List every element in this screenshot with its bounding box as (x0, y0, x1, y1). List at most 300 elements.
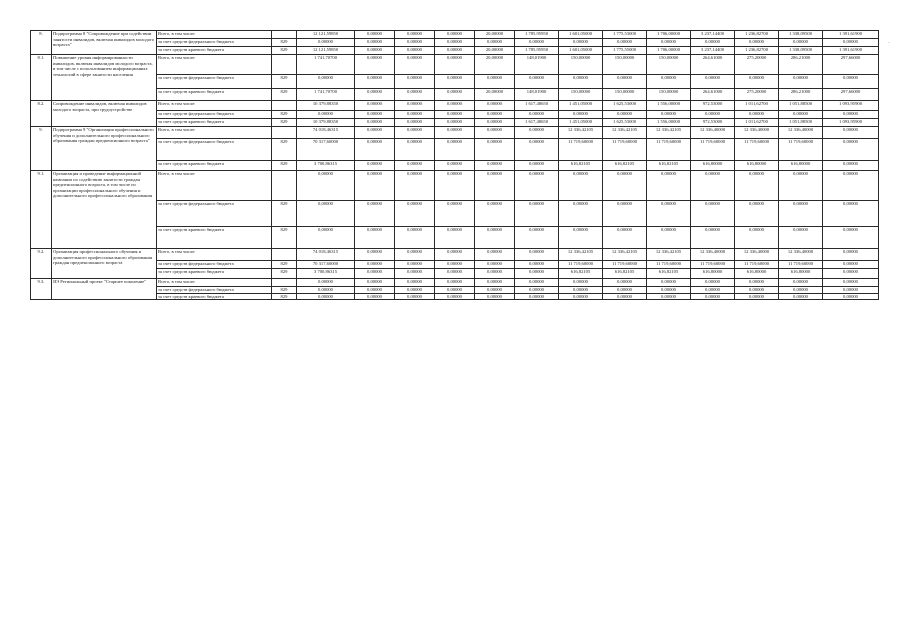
amount-cell: 11 719,60000 (779, 139, 823, 161)
amount-cell: 0,00000 (515, 161, 559, 171)
amount-cell: 1 625,53000 (603, 101, 647, 111)
program-name: Организация и проведение информационной кампании по содействию занятости граждан предпенсионного возраста, в том числе по организации профессионального обучения и дополнительного профессионального образования (52, 171, 157, 249)
funding-source: Всего, в том числе: (157, 171, 272, 201)
amount-cell: 0,00000 (779, 39, 823, 47)
amount-cell: 286,21000 (779, 89, 823, 101)
amount-cell: 0,00000 (691, 279, 735, 287)
amount-cell: 0,00000 (435, 227, 475, 249)
amount-cell: 0,00000 (475, 279, 515, 287)
amount-cell: 0,00000 (435, 89, 475, 101)
amount-cell: 0,00000 (559, 201, 603, 227)
amount-cell: 12 336,40000 (779, 249, 823, 261)
funding-source: за счет средств федерального бюджета (157, 75, 272, 89)
amount-cell: 1 556,00000 (647, 119, 691, 127)
amount-cell: 0,00000 (435, 139, 475, 161)
amount-cell: 616,82105 (559, 269, 603, 279)
table-row (31, 47, 879, 55)
amount-cell: 3 237,14400 (691, 47, 735, 55)
amount-cell: 0,00000 (395, 293, 435, 300)
amount-cell: 0,00000 (823, 287, 879, 294)
amount-cell: 0,00000 (355, 47, 395, 55)
amount-cell: 0,00000 (435, 75, 475, 89)
amount-cell: 0,00000 (475, 293, 515, 300)
budget-code: 829 (272, 139, 297, 161)
amount-cell: 12 121,59850 (297, 31, 355, 39)
amount-cell: 1 338,09500 (779, 47, 823, 55)
amount-cell: 20,00000 (475, 47, 515, 55)
amount-cell: 12 336,42105 (647, 249, 691, 261)
amount-cell: 1 706,00000 (647, 47, 691, 55)
budget-code (272, 171, 297, 201)
amount-cell: 0,00000 (355, 261, 395, 269)
budget-code: 829 (272, 227, 297, 249)
amount-cell: 0,00000 (355, 171, 395, 201)
amount-cell: 0,00000 (647, 287, 691, 294)
amount-cell: 0,00000 (779, 287, 823, 294)
amount-cell: 0,00000 (823, 201, 879, 227)
amount-cell: 0,00000 (355, 201, 395, 227)
amount-cell: 0,00000 (475, 101, 515, 111)
amount-cell: 0,00000 (395, 171, 435, 201)
amount-cell: 150,00000 (559, 89, 603, 101)
funding-source: за счет средств краевого бюджета (157, 161, 272, 171)
amount-cell: 0,00000 (297, 293, 355, 300)
amount-cell: 1 093,95900 (823, 101, 879, 111)
amount-cell: 0,00000 (735, 293, 779, 300)
amount-cell: 0,00000 (435, 127, 475, 139)
amount-cell: 74 018,46315 (297, 127, 355, 139)
row-number: 9.3. (31, 279, 52, 300)
amount-cell: 1 451,05000 (559, 101, 603, 111)
amount-cell: 148,01900 (515, 89, 559, 101)
amount-cell: 0,00000 (515, 171, 559, 201)
budget-code: 829 (272, 269, 297, 279)
budget-code (272, 101, 297, 111)
amount-cell: 1 556,00000 (647, 101, 691, 111)
amount-cell: 0,00000 (435, 47, 475, 55)
amount-cell: 616,82105 (647, 269, 691, 279)
amount-cell: 20,00000 (475, 55, 515, 75)
amount-cell: 70 317,60000 (297, 139, 355, 161)
amount-cell: 11 719,60000 (603, 261, 647, 269)
amount-cell: 0,00000 (515, 279, 559, 287)
amount-cell: 0,00000 (435, 101, 475, 111)
amount-cell: 0,00000 (691, 201, 735, 227)
amount-cell: 11 719,60000 (559, 261, 603, 269)
amount-cell: 0,00000 (647, 279, 691, 287)
amount-cell: 0,00000 (691, 171, 735, 201)
amount-cell: 0,00000 (603, 39, 647, 47)
amount-cell: 0,00000 (603, 111, 647, 119)
amount-cell: 0,00000 (559, 227, 603, 249)
amount-cell: 12 336,40000 (691, 127, 735, 139)
amount-cell: 0,00000 (515, 127, 559, 139)
amount-cell: 0,00000 (297, 201, 355, 227)
amount-cell: 0,00000 (475, 287, 515, 294)
amount-cell: 0,00000 (297, 39, 355, 47)
amount-cell: 11 719,60000 (647, 261, 691, 269)
amount-cell: 1 011,62700 (735, 119, 779, 127)
budget-code: 829 (272, 111, 297, 119)
budget-code (272, 55, 297, 75)
amount-cell: 0,00000 (395, 261, 435, 269)
amount-cell: 0,00000 (355, 269, 395, 279)
budget-code: 829 (272, 161, 297, 171)
amount-cell: 0,00000 (515, 293, 559, 300)
amount-cell: 616,80000 (691, 161, 735, 171)
amount-cell: 297,66000 (823, 89, 879, 101)
amount-cell: 264,61000 (691, 89, 735, 101)
amount-cell: 0,00000 (647, 171, 691, 201)
amount-cell: 3 700,86315 (297, 161, 355, 171)
table-row (31, 119, 879, 127)
amount-cell: 0,00000 (823, 171, 879, 201)
amount-cell: 0,00000 (823, 227, 879, 249)
amount-cell: 11 719,60000 (735, 261, 779, 269)
amount-cell: 0,00000 (355, 279, 395, 287)
amount-cell: 0,00000 (395, 127, 435, 139)
amount-cell: 1 741,70700 (297, 55, 355, 75)
amount-cell: 0,00000 (297, 171, 355, 201)
amount-cell: 972,53000 (691, 101, 735, 111)
amount-cell: 0,00000 (475, 139, 515, 161)
amount-cell: 1 625,53000 (603, 119, 647, 127)
amount-cell: 0,00000 (297, 227, 355, 249)
amount-cell: 0,00000 (823, 269, 879, 279)
amount-cell: 0,00000 (691, 111, 735, 119)
funding-source: Всего, в том числе: (157, 249, 272, 261)
amount-cell: 0,00000 (435, 201, 475, 227)
row-number: 9. (31, 127, 52, 171)
amount-cell: 0,00000 (515, 249, 559, 261)
amount-cell: 0,00000 (435, 55, 475, 75)
amount-cell: 12 336,40000 (735, 249, 779, 261)
amount-cell: 0,00000 (559, 279, 603, 287)
amount-cell: 1 601,05000 (559, 31, 603, 39)
funding-source: Всего, в том числе: (157, 279, 272, 287)
table-row (31, 127, 879, 139)
amount-cell: 0,00000 (355, 55, 395, 75)
amount-cell: 297,66000 (823, 55, 879, 75)
amount-cell: 1 706,00000 (647, 31, 691, 39)
amount-cell: 0,00000 (435, 261, 475, 269)
amount-cell: 0,00000 (647, 39, 691, 47)
amount-cell: 0,00000 (435, 111, 475, 119)
amount-cell: 0,00000 (647, 293, 691, 300)
amount-cell: 0,00000 (395, 89, 435, 101)
amount-cell: 12 121,59850 (297, 47, 355, 55)
table-row (31, 139, 879, 161)
amount-cell: 1 775,55000 (603, 47, 647, 55)
amount-cell: 0,00000 (355, 293, 395, 300)
amount-cell: 0,00000 (647, 227, 691, 249)
funding-source: за счет средств федерального бюджета (157, 111, 272, 119)
program-name: Подпрограмма 9 "Организация профессионального обучения и дополнительного профессионального образования граждан предпенсионного возраста" (52, 127, 157, 171)
amount-cell: 0,00000 (355, 89, 395, 101)
amount-cell: 150,00000 (647, 55, 691, 75)
program-name: ЯЭ Региональный проект "Старшее поколение" (52, 279, 157, 300)
amount-cell: 0,00000 (475, 75, 515, 89)
budget-code: 829 (272, 287, 297, 294)
amount-cell: 0,00000 (691, 293, 735, 300)
amount-cell: 0,00000 (515, 39, 559, 47)
amount-cell: 0,00000 (475, 249, 515, 261)
amount-cell: 0,00000 (515, 269, 559, 279)
amount-cell: 148,01900 (515, 55, 559, 75)
amount-cell: 11 719,60000 (779, 261, 823, 269)
budget-code: 829 (272, 119, 297, 127)
amount-cell: 0,00000 (475, 161, 515, 171)
amount-cell: 0,00000 (735, 171, 779, 201)
amount-cell: 0,00000 (515, 111, 559, 119)
amount-cell: 0,00000 (435, 287, 475, 294)
amount-cell: 1 451,05000 (559, 119, 603, 127)
amount-cell: 0,00000 (395, 111, 435, 119)
amount-cell: 0,00000 (823, 111, 879, 119)
amount-cell: 0,00000 (355, 127, 395, 139)
amount-cell: 616,82105 (559, 161, 603, 171)
amount-cell: 1 093,95900 (823, 119, 879, 127)
amount-cell: 0,00000 (395, 161, 435, 171)
amount-cell: 0,00000 (355, 249, 395, 261)
funding-source: Всего, в том числе: (157, 55, 272, 75)
amount-cell: 0,00000 (559, 39, 603, 47)
amount-cell: 0,00000 (603, 227, 647, 249)
table-row (31, 75, 879, 89)
amount-cell: 0,00000 (823, 279, 879, 287)
amount-cell: 11 719,60000 (647, 139, 691, 161)
budget-code (272, 279, 297, 287)
amount-cell: 0,00000 (823, 249, 879, 261)
amount-cell: 12 336,40000 (779, 127, 823, 139)
amount-cell: 0,00000 (395, 75, 435, 89)
table-row (31, 31, 879, 39)
amount-cell: 12 336,40000 (691, 249, 735, 261)
row-number: 9.2. (31, 249, 52, 279)
amount-cell: 0,00000 (691, 75, 735, 89)
amount-cell: 0,00000 (647, 75, 691, 89)
budget-code: 829 (272, 293, 297, 300)
amount-cell: 0,00000 (603, 287, 647, 294)
amount-cell: 11 719,60000 (691, 139, 735, 161)
amount-cell: 0,00000 (435, 269, 475, 279)
budget-code: 829 (272, 89, 297, 101)
amount-cell: 12 336,40000 (735, 127, 779, 139)
amount-cell: 1 391,61900 (823, 31, 879, 39)
amount-cell: 0,00000 (297, 111, 355, 119)
amount-cell: 10 379,88350 (297, 119, 355, 127)
amount-cell: 0,00000 (395, 31, 435, 39)
amount-cell: 0,00000 (355, 111, 395, 119)
amount-cell: 0,00000 (823, 75, 879, 89)
funding-source: за счет средств краевого бюджета (157, 293, 272, 300)
amount-cell: 0,00000 (355, 161, 395, 171)
amount-cell: 616,82105 (603, 269, 647, 279)
amount-cell: 0,00000 (435, 39, 475, 47)
amount-cell: 0,00000 (779, 111, 823, 119)
amount-cell: 0,00000 (355, 139, 395, 161)
amount-cell: 1 391,61900 (823, 47, 879, 55)
amount-cell: 70 317,60000 (297, 261, 355, 269)
amount-cell: 0,00000 (475, 111, 515, 119)
funding-source: за счет средств краевого бюджета (157, 227, 272, 249)
table-row (31, 269, 879, 279)
amount-cell: 12 336,42105 (603, 249, 647, 261)
amount-cell: 1 338,09500 (779, 31, 823, 39)
amount-cell: 12 336,42105 (647, 127, 691, 139)
table-row (31, 55, 879, 75)
amount-cell: 0,00000 (355, 31, 395, 39)
amount-cell: 0,00000 (603, 171, 647, 201)
funding-source: за счет средств краевого бюджета (157, 119, 272, 127)
scan-mark: · (888, 40, 890, 46)
amount-cell: 616,80000 (691, 269, 735, 279)
amount-cell: 0,00000 (691, 287, 735, 294)
amount-cell: 3 237,14400 (691, 31, 735, 39)
amount-cell: 0,00000 (475, 171, 515, 201)
budget-code: 829 (272, 47, 297, 55)
amount-cell: 0,00000 (647, 201, 691, 227)
amount-cell: 0,00000 (395, 119, 435, 127)
amount-cell: 0,00000 (435, 161, 475, 171)
amount-cell: 3 700,86315 (297, 269, 355, 279)
funding-source: за счет средств федерального бюджета (157, 139, 272, 161)
amount-cell: 0,00000 (779, 201, 823, 227)
amount-cell: 0,00000 (603, 201, 647, 227)
amount-cell: 0,00000 (395, 279, 435, 287)
amount-cell: 0,00000 (515, 287, 559, 294)
budget-table-body (31, 31, 879, 300)
amount-cell: 0,00000 (559, 293, 603, 300)
funding-source: за счет средств краевого бюджета (157, 269, 272, 279)
amount-cell: 150,00000 (559, 55, 603, 75)
amount-cell: 616,80000 (735, 161, 779, 171)
row-number: 8.1. (31, 55, 52, 101)
amount-cell: 1 775,53000 (603, 31, 647, 39)
table-row (31, 171, 879, 201)
amount-cell: 0,00000 (823, 261, 879, 269)
amount-cell: 0,00000 (435, 279, 475, 287)
amount-cell: 0,00000 (395, 47, 435, 55)
amount-cell: 150,00000 (603, 55, 647, 75)
amount-cell: 0,00000 (779, 75, 823, 89)
funding-source: за счет средств федерального бюджета (157, 261, 272, 269)
amount-cell: 1 785,95950 (515, 47, 559, 55)
funding-source: Всего, в том числе: (157, 31, 272, 39)
table-row (31, 161, 879, 171)
budget-code (272, 249, 297, 261)
row-number: 8.2. (31, 101, 52, 127)
amount-cell: 1 011,62700 (735, 101, 779, 111)
amount-cell: 0,00000 (395, 287, 435, 294)
funding-source: за счет средств федерального бюджета (157, 287, 272, 294)
amount-cell: 0,00000 (603, 279, 647, 287)
amount-cell: 0,00000 (395, 227, 435, 249)
amount-cell: 0,00000 (355, 119, 395, 127)
amount-cell: 0,00000 (515, 201, 559, 227)
amount-cell: 0,00000 (779, 227, 823, 249)
table-row (31, 287, 879, 294)
funding-source: Всего, в том числе: (157, 127, 272, 139)
amount-cell: 0,00000 (691, 227, 735, 249)
amount-cell: 0,00000 (735, 111, 779, 119)
amount-cell: 0,00000 (823, 39, 879, 47)
amount-cell: 0,00000 (355, 75, 395, 89)
amount-cell: 0,00000 (735, 287, 779, 294)
amount-cell: 0,00000 (355, 101, 395, 111)
amount-cell: 74 018,46315 (297, 249, 355, 261)
amount-cell: 0,00000 (559, 75, 603, 89)
budget-table (30, 30, 879, 300)
amount-cell: 0,00000 (735, 201, 779, 227)
amount-cell: 0,00000 (475, 201, 515, 227)
funding-source: за счет средств краевого бюджета (157, 47, 272, 55)
amount-cell: 0,00000 (475, 269, 515, 279)
amount-cell: 0,00000 (603, 293, 647, 300)
amount-cell: 0,00000 (515, 139, 559, 161)
amount-cell: 12 336,42105 (603, 127, 647, 139)
amount-cell: 0,00000 (395, 55, 435, 75)
amount-cell: 1 051,88500 (779, 119, 823, 127)
amount-cell: 0,00000 (435, 293, 475, 300)
amount-cell: 0,00000 (395, 269, 435, 279)
row-number: 9.1. (31, 171, 52, 249)
table-row (31, 227, 879, 249)
amount-cell: 616,80000 (735, 269, 779, 279)
amount-cell: 616,82105 (603, 161, 647, 171)
program-name: Сопровождение инвалидов, включая инвалидов молодого возраста, при трудоустройстве (52, 101, 157, 127)
amount-cell: 0,00000 (559, 171, 603, 201)
amount-cell: 1 617,48650 (515, 101, 559, 111)
amount-cell: 1 741,70700 (297, 89, 355, 101)
amount-cell: 0,00000 (515, 261, 559, 269)
amount-cell: 264,61000 (691, 55, 735, 75)
amount-cell: 0,00000 (475, 127, 515, 139)
amount-cell: 11 719,60000 (603, 139, 647, 161)
amount-cell: 0,00000 (823, 139, 879, 161)
amount-cell: 0,00000 (297, 287, 355, 294)
document-sheet (30, 30, 878, 300)
table-row (31, 201, 879, 227)
table-row (31, 89, 879, 101)
amount-cell: 0,00000 (355, 287, 395, 294)
row-number: 8. (31, 31, 52, 55)
amount-cell: 0,00000 (435, 249, 475, 261)
amount-cell: 0,00000 (647, 111, 691, 119)
amount-cell: 0,00000 (779, 171, 823, 201)
amount-cell: 0,00000 (603, 75, 647, 89)
funding-source: за счет средств федерального бюджета (157, 201, 272, 227)
amount-cell: 0,00000 (559, 287, 603, 294)
budget-code: 829 (272, 201, 297, 227)
budget-code: 829 (272, 39, 297, 47)
amount-cell: 275,20000 (735, 89, 779, 101)
amount-cell: 286,21000 (779, 55, 823, 75)
amount-cell: 0,00000 (515, 75, 559, 89)
amount-cell: 0,00000 (435, 31, 475, 39)
table-row (31, 39, 879, 47)
amount-cell: 20,00000 (475, 89, 515, 101)
amount-cell: 0,00000 (735, 227, 779, 249)
budget-code: 829 (272, 75, 297, 89)
program-name: Повышение уровня информированности инвалидов, включая инвалидов молодого возраста, в том числе с использованием информационных технологий в сфере занятости населения (52, 55, 157, 101)
funding-source: за счет средств федерального бюджета (157, 39, 272, 47)
amount-cell: 0,00000 (779, 279, 823, 287)
amount-cell: 11 719,60000 (559, 139, 603, 161)
amount-cell: 0,00000 (823, 293, 879, 300)
amount-cell: 0,00000 (691, 39, 735, 47)
amount-cell: 0,00000 (395, 39, 435, 47)
